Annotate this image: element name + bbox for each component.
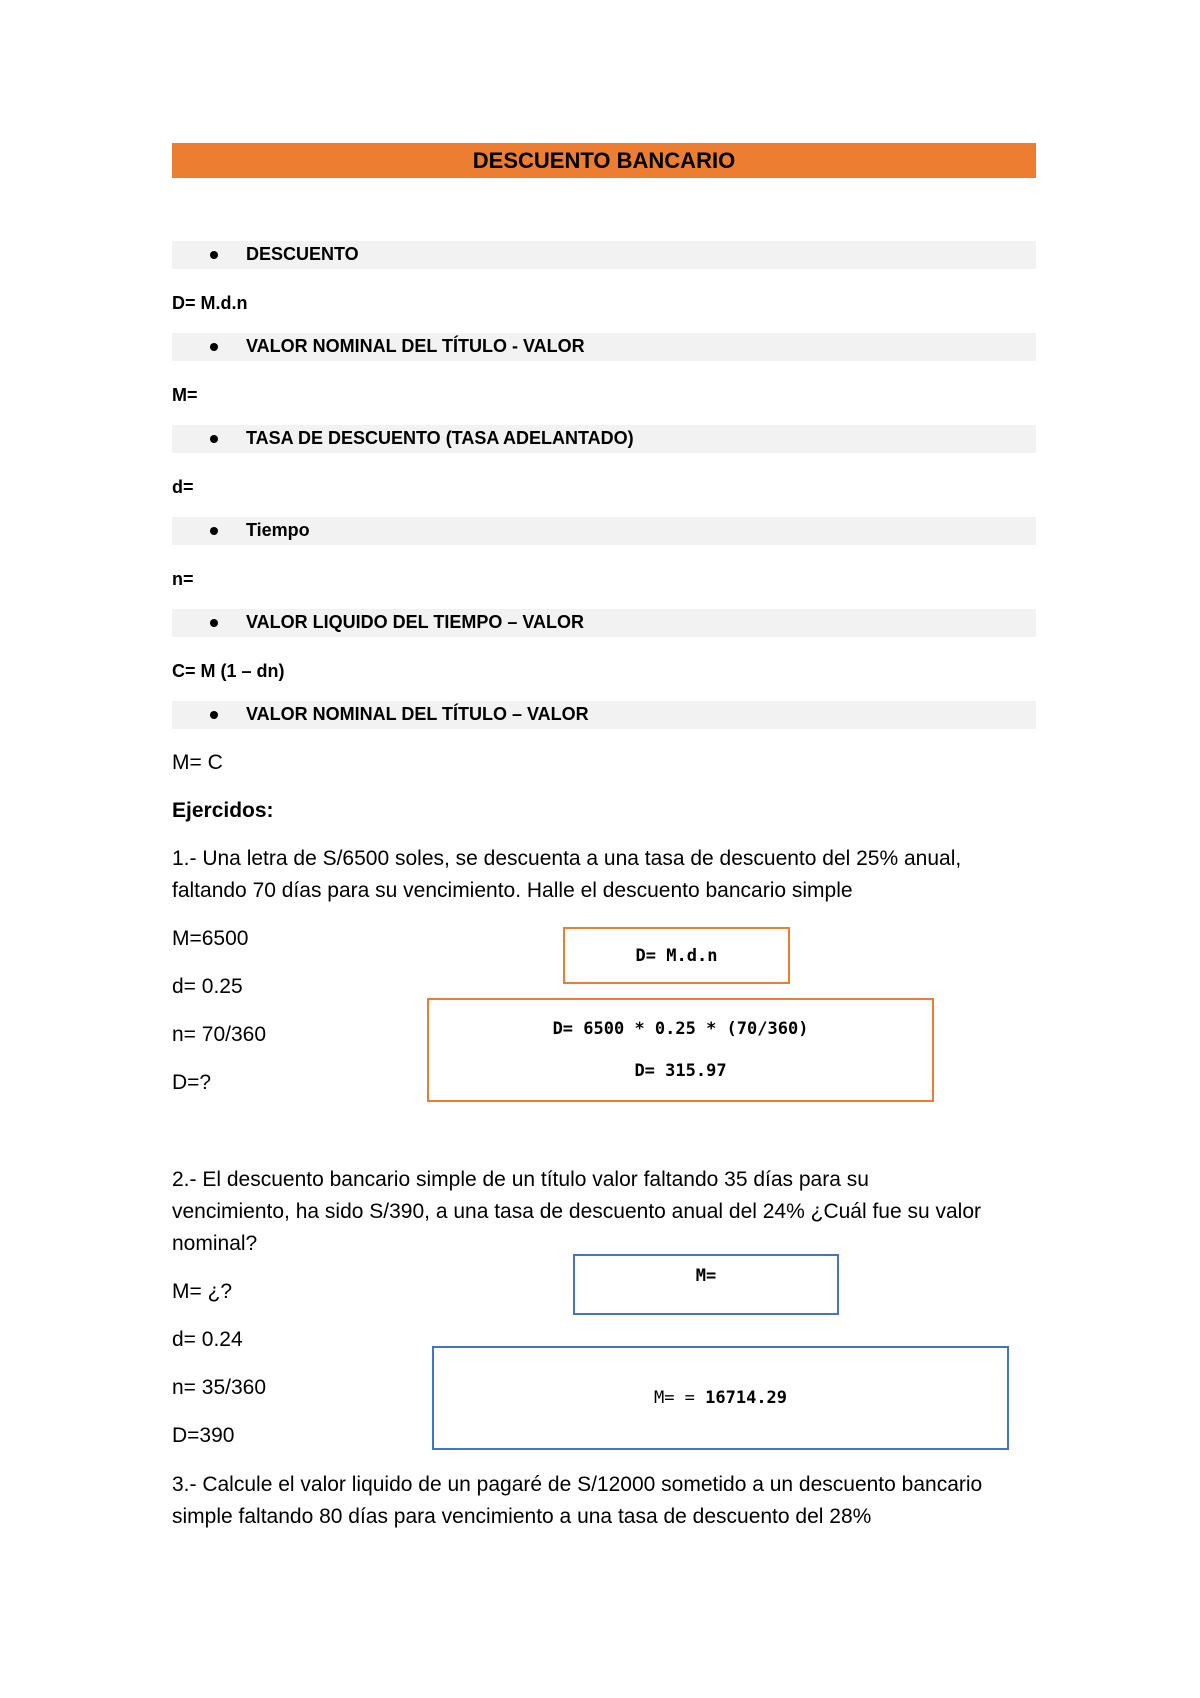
page-title-text: DESCUENTO BANCARIO [472, 147, 736, 173]
definition-formula: C= M (1 – dn) [172, 661, 285, 681]
definition-heading [172, 425, 1036, 453]
bullet-icon [210, 527, 218, 535]
exercise-1-text: faltando 70 días para su vencimiento. Halle el descuento bancario simple [172, 879, 853, 902]
exercise-2-text: vencimiento, ha sido S/390, a una tasa de descuento anual del 24% ¿Cuál fue su valor [172, 1200, 982, 1223]
exercise-2-result [654, 1388, 787, 1408]
definition-formula: M= C [172, 751, 223, 774]
exercise-1-given: d= 0.25 [172, 975, 243, 998]
definition-heading [172, 333, 1036, 361]
exercise-2-given: D=390 [172, 1424, 235, 1447]
exercise-1-given: n= 70/360 [172, 1023, 267, 1046]
exercise-2-text: 2.- El descuento bancario simple de un título valor faltando 35 días para su [172, 1168, 869, 1191]
exercise-3-text: 3.- Calcule el valor liquido de un pagaré de S/12000 sometido a un descuento bancario [172, 1473, 983, 1496]
definition-heading-text: TASA DE DESCUENTO (TASA ADELANTADO) [246, 428, 634, 448]
definition-heading-text: Tiempo [246, 520, 310, 540]
exercise-2-text: nominal? [172, 1232, 258, 1255]
definition-formula: D= M.d.n [172, 293, 248, 313]
bullet-icon [210, 343, 218, 351]
definition-heading [172, 241, 1036, 269]
definition-heading [172, 609, 1036, 637]
exercise-1-given: D=? [172, 1071, 212, 1094]
exercise-1-text: 1.- Una letra de S/6500 soles, se descuenta a una tasa de descuento del 25% anual, [172, 847, 962, 870]
exercise-1-calc-line: D= 6500 * 0.25 * (70/360) [552, 1019, 809, 1039]
exercise-2-formula-box [573, 1254, 839, 1315]
page-title [172, 143, 1036, 178]
bullet-icon [210, 619, 218, 627]
exercise-2-given: n= 35/360 [172, 1376, 267, 1399]
exercise-1-formula: D= M.d.n [635, 945, 718, 966]
bullet-icon [210, 435, 218, 443]
exercise-2-result-value: 16714.29 [705, 1388, 788, 1408]
exercise-2-given: M= ¿? [172, 1280, 233, 1303]
definition-formula: M= [172, 385, 198, 405]
exercise-2-result-prefix: M= = [653, 1388, 706, 1408]
exercise-3-text: simple faltando 80 días para vencimiento a una tasa de descuento del 28% [172, 1505, 872, 1528]
exercise-2-given: d= 0.24 [172, 1328, 243, 1351]
definition-heading-text: VALOR LIQUIDO DEL TIEMPO – VALOR [246, 612, 585, 632]
bullet-icon [210, 711, 218, 719]
exercise-1-calc-result: D= 315.97 [634, 1061, 727, 1081]
definition-heading-text: VALOR NOMINAL DEL TÍTULO - VALOR [246, 336, 585, 356]
definition-heading [172, 517, 1036, 545]
exercise-1-given: M=6500 [172, 927, 249, 950]
definition-formula: d= [172, 477, 194, 497]
definition-heading-text: VALOR NOMINAL DEL TÍTULO – VALOR [246, 704, 589, 724]
exercise-1-calculation-box [427, 998, 934, 1102]
exercises-label: Ejercidos: [172, 799, 274, 822]
definition-formula: n= [172, 569, 194, 589]
definition-heading [172, 701, 1036, 729]
exercise-1-formula-box [563, 927, 790, 984]
exercise-2-result-box [432, 1346, 1009, 1450]
definition-heading-text: DESCUENTO [246, 244, 359, 264]
bullet-icon [210, 251, 218, 259]
exercise-2-formula: M= [695, 1266, 717, 1286]
